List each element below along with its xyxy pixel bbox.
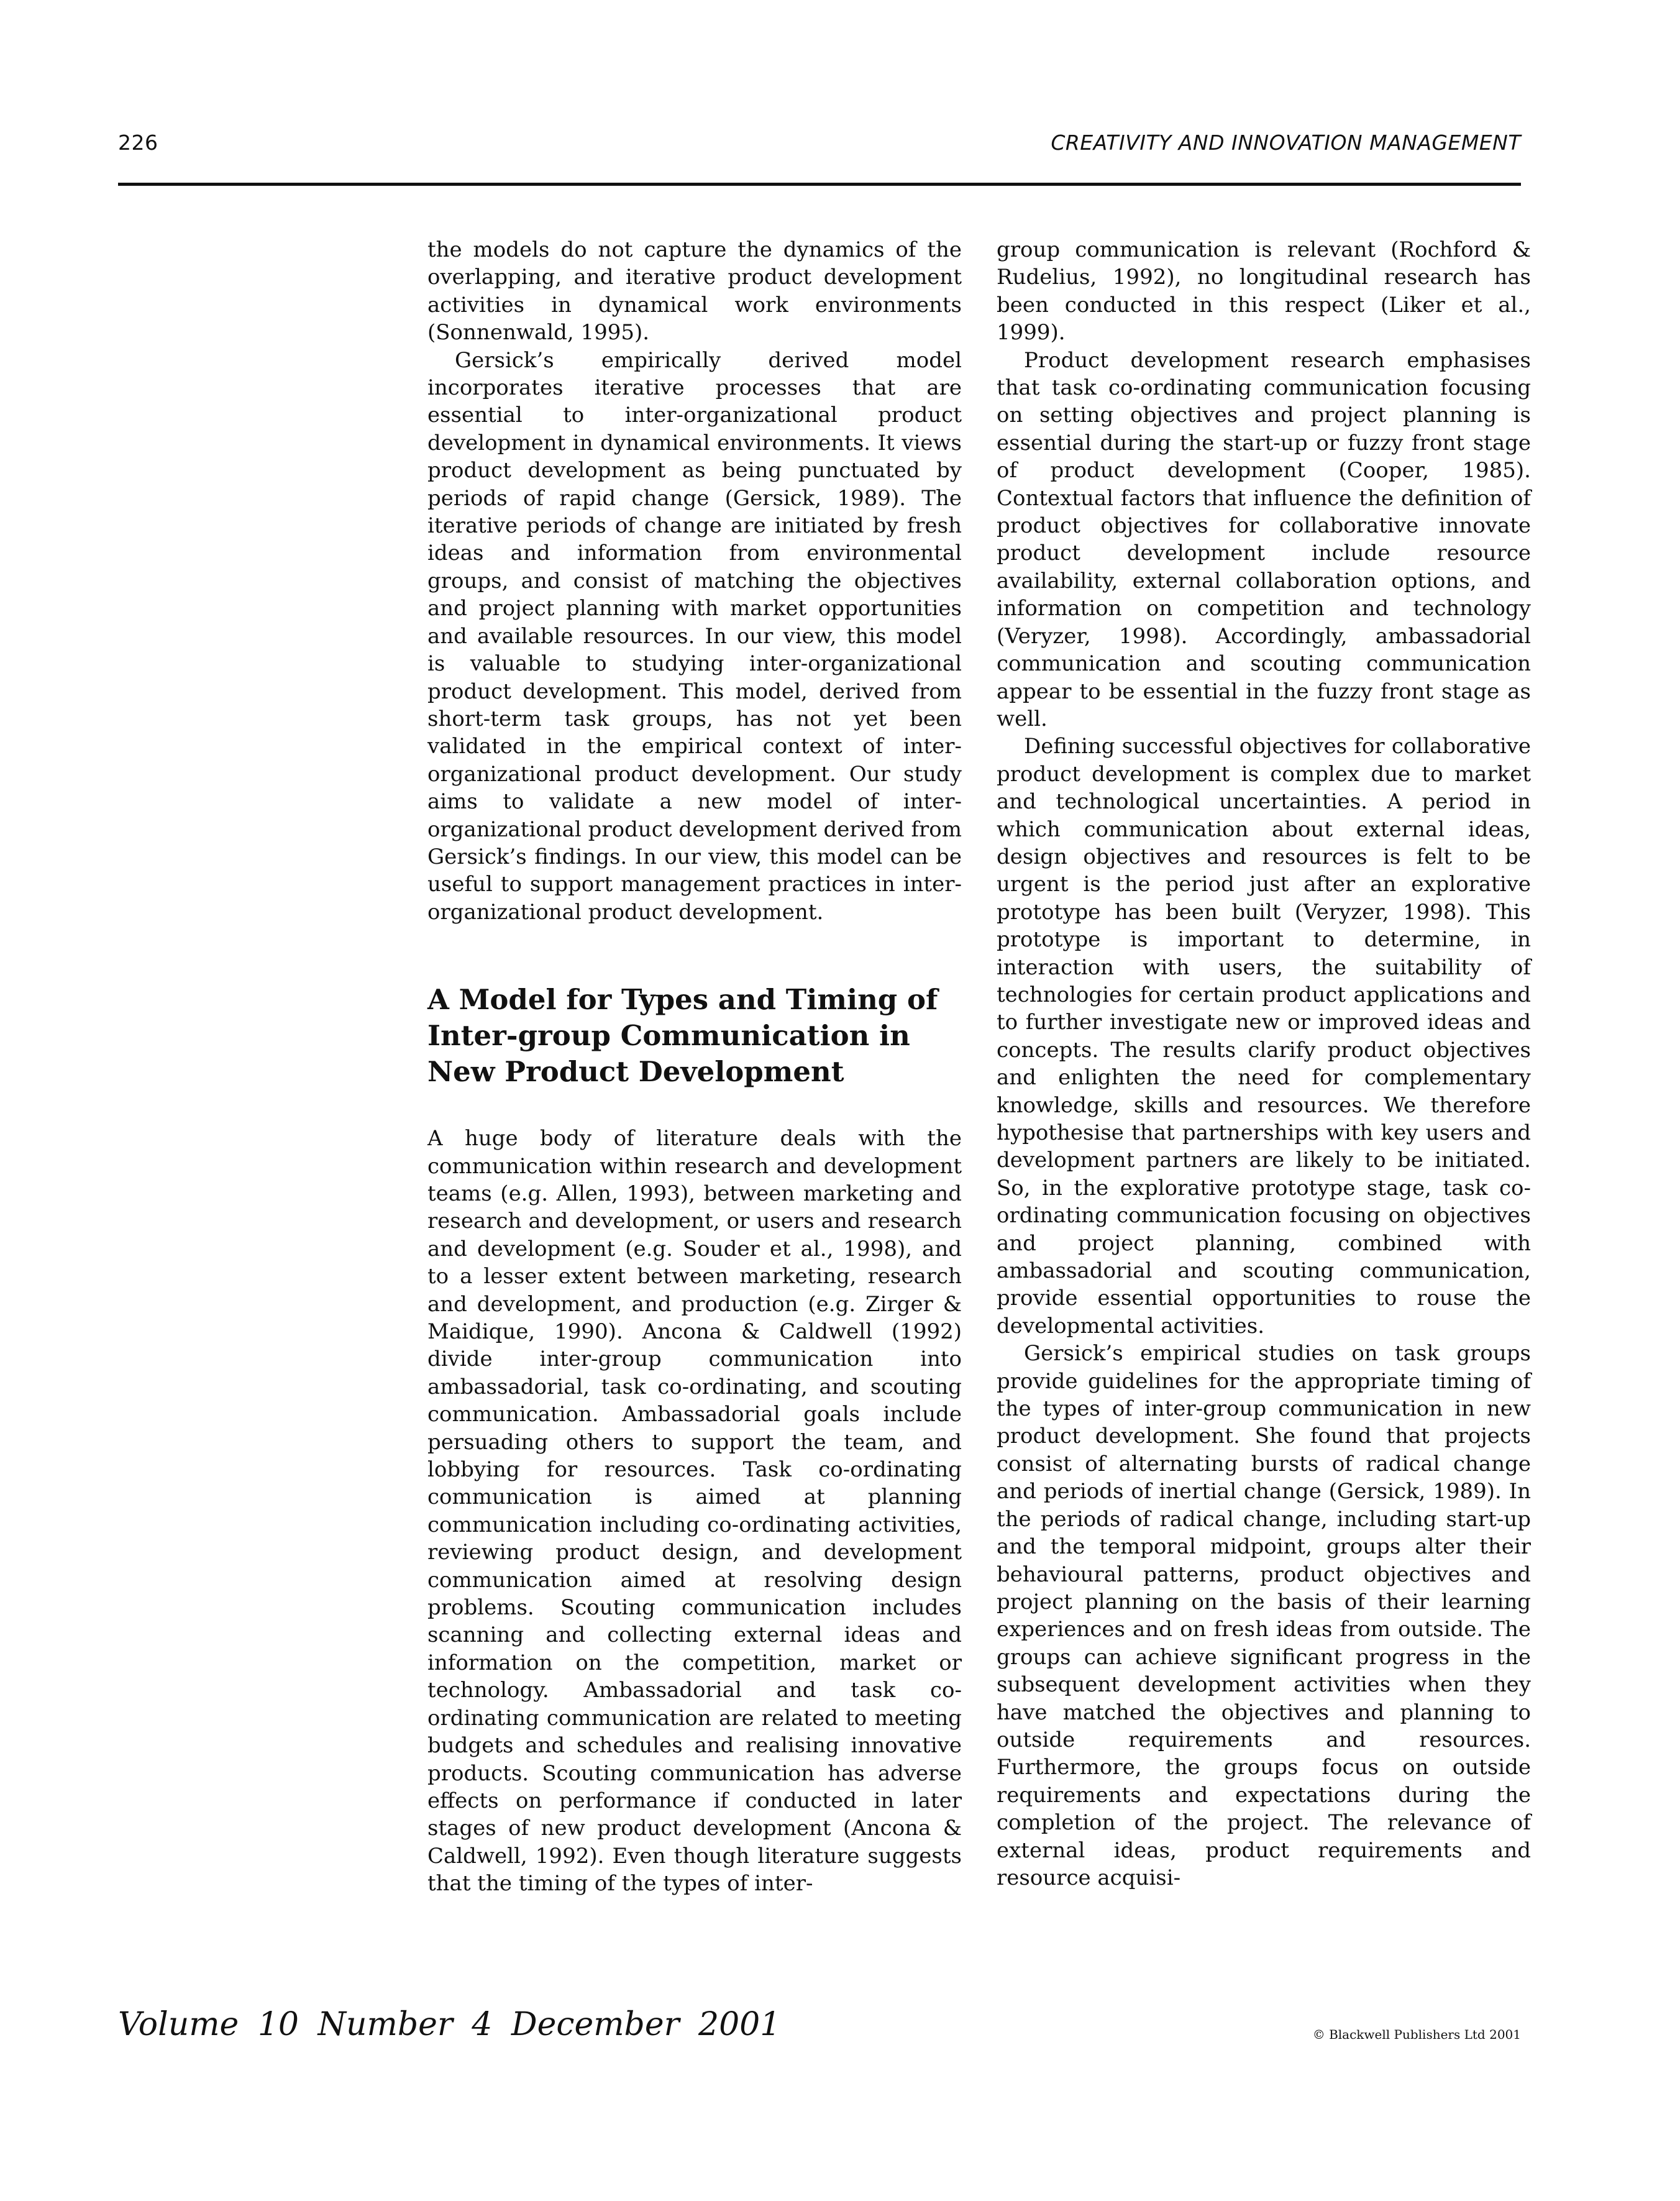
page-number: 226 (118, 130, 158, 155)
left-paragraph-1: the models do not capture the dynamics of the overlapping, and iterative product development activities in dynamical work environments (Sonnenwald, 1995). (427, 237, 962, 345)
header-rule (118, 183, 1521, 186)
right-paragraph-3: Defining successful objectives for collaborative product development is complex due to market and technological uncertainties. A period in which communication about external ideas, design objectives and resources is felt to be urgent is the period just after an explorative prototype has been built (Veryzer, 1998). This prototype is important to determine, in interaction with users, the suitability of technologies for certain product applications and to further investigate new or improved ideas and concepts. The results clarify product objectives and enlighten the need for complementary knowledge, skills and resources. We therefore hypothesise that partnerships with key users and development partners are likely to be initiated. So, in the explorative prototype stage, task co-ordinating communication focusing on objectives and project planning, combined with ambassadorial and scouting communication, provide essential opportunities to rouse the developmental activities. (997, 734, 1531, 1338)
right-paragraph-1: group communication is relevant (Rochford & Rudelius, 1992), no longitudinal research has been conducted in this respect (Liker et al., 1999). (997, 237, 1531, 345)
running-head (118, 126, 1521, 163)
left-paragraph-2: Gersick’s empirically derived model incorporates iterative processes that are essential to inter-organizational product development in dynamical environments. It views product development as being punctuated by periods of rapid change (Gersick, 1989). The iterative periods of change are initiated by fresh ideas and information from environmental groups, and consist of matching the objectives and project planning with market opportunities and available resources. In our view, this model is valuable to studying inter-organizational product development. This model, derived from short-term task groups, has not yet been validated in the empirical context of inter-organizational product development. Our study aims to validate a new model of inter-organizational product development derived from Gersick’s findings. In our view, this model can be useful to support management practices in inter-organizational product development. (427, 347, 962, 925)
copyright-footer: © Blackwell Publishers Ltd 2001 (1312, 2027, 1521, 2042)
journal-title: CREATIVITY AND INNOVATION MANAGEMENT (1051, 130, 1521, 155)
issue-footer: Volume 10 Number 4 December 2001 (118, 2006, 781, 2043)
section-heading: A Model for Types and Timing of Inter-group Communication in New Product Development (427, 983, 938, 1089)
right-paragraph-2: Product development research emphasises that task co-ordinating communication focusing on setting objectives and project planning is essential during the start-up or fuzzy front stage of product development (Cooper, 1985). Contextual factors that influence the definition of product objectives for collaborative innovate product development include resource availability, external collaboration options, and information on competition and technology (Veryzer, 1998). Accordingly, ambassadorial communication and scouting communication appear to be essential in the fuzzy front stage as well. (997, 347, 1531, 731)
right-paragraph-4: Gersick’s empirical studies on task groups provide guidelines for the appropriate timing of the types of inter-group communication in new product development. She found that projects consist of alternating bursts of radical change and periods of inertial change (Gersick, 1989). In the periods of radical change, including start-up and the temporal midpoint, groups alter their behavioural patterns, product objectives and project planning on the basis of their learning experiences and on fresh ideas from outside. The groups can achieve significant progress in the subsequent development activities when they have matched the objectives and planning to outside requirements and resources. Furthermore, the groups focus on outside requirements and expectations during the completion of the project. The relevance of external ideas, product requirements and resource acquisi- (997, 1341, 1531, 1890)
right-column (997, 236, 1531, 1892)
left-column (427, 236, 962, 1898)
left-paragraph-3: A huge body of literature deals with the communication within research and development teams (e.g. Allen, 1993), between marketing and research and development, or users and research and development (e.g. Souder et al., 1998), and to a lesser extent between marketing, research and development, and production (e.g. Zirger & Maidique, 1990). Ancona & Caldwell (1992) divide inter-group communication into ambassadorial, task co-ordinating, and scouting communication. Ambassadorial goals include persuading others to support the team, and lobbying for resources. Task co-ordinating communication is aimed at planning communication including co-ordinating activities, reviewing product design, and development communication aimed at resolving design problems. Scouting communication includes scanning and collecting external ideas and information on the competition, market or technology. Ambassadorial and task co-ordinating communication are related to meeting budgets and schedules and realising innovative products. Scouting communication has adverse effects on performance if conducted in later stages of new product development (Ancona & Caldwell, 1992). Even though literature suggests that the timing of the types of inter- (427, 1126, 962, 1897)
